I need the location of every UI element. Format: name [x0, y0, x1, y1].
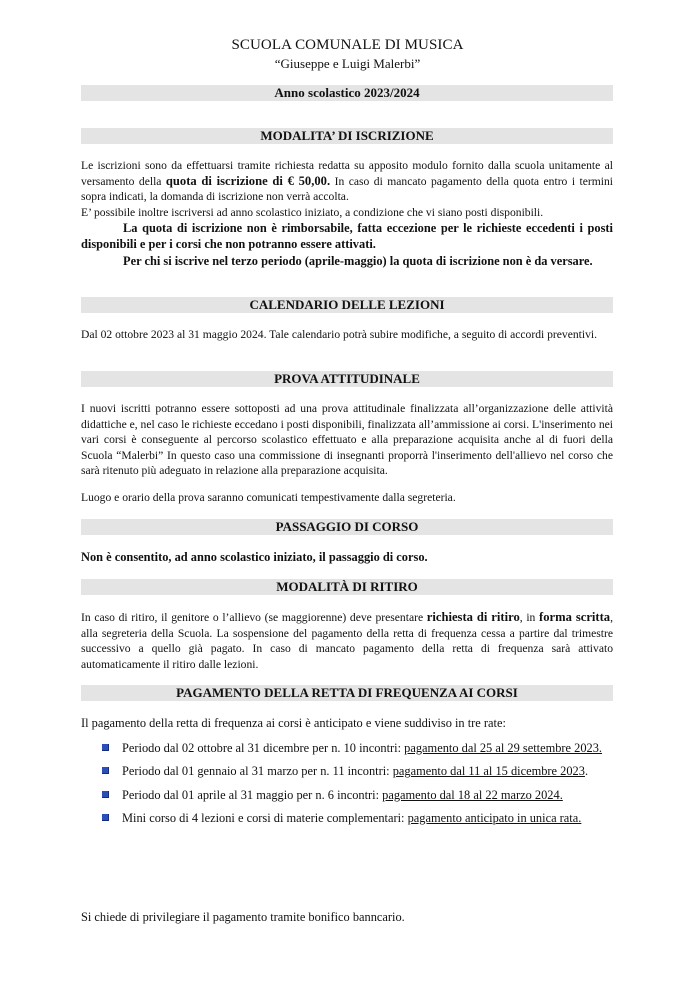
ritiro-text-end: , alla segreteria della Scuola. La sospensione del pagamento della retta di frequenza cessa a partire dal trimestre successivo a quello già pagato. In caso di mancato pagamento della retta di frequenza sarà attivato automaticamente il ritiro dalle lezioni. [81, 611, 613, 671]
blue-square-bullet-icon [102, 791, 109, 798]
school-name: SCUOLA COMUNALE DI MUSICA [231, 37, 464, 53]
iscrizione-refund-note: La quota di iscrizione non è rimborsabile, fatta eccezione per le richieste eccedenti i posti disponibili e per i corsi che non potranno essere attivati. [81, 221, 613, 252]
iscrizione-third-period-note: Per chi si iscrive nel terzo periodo (aprile-maggio) la quota di iscrizione non è da versare. [123, 254, 593, 268]
iscrizione-paragraph [81, 158, 613, 205]
section-heading-pagamento: PAGAMENTO DELLA RETTA DI FREQUENZA AI CORSI [81, 685, 613, 701]
blue-square-bullet-icon [102, 814, 109, 821]
ritiro-paragraph [81, 610, 613, 672]
list-item-payment-dates: pagamento dal 11 al 15 dicembre 2023 [392, 764, 585, 779]
list-item-text: Periodo dal 01 aprile al 31 maggio per n. 6 incontri: [122, 787, 383, 802]
pagamento-intro: Il pagamento della retta di frequenza ai corsi è anticipato e viene suddiviso in tre rate: [81, 716, 506, 730]
passaggio-text: Non è consentito, ad anno scolastico iniziato, il passaggio di corso. [81, 550, 428, 564]
list-item-payment-dates: pagamento dal 18 al 22 marzo 2024. [382, 787, 563, 802]
section-heading-prova: PROVA ATTITUDINALE [81, 371, 613, 387]
pagamento-footer-note: Si chiede di privilegiare il pagamento tramite bonifico banncario. [81, 910, 405, 924]
section-heading-iscrizione: MODALITA’ DI ISCRIZIONE [81, 128, 613, 144]
school-subtitle: “Giuseppe e Luigi Malerbi” [274, 56, 421, 71]
calendario-text: Dal 02 ottobre 2023 al 31 maggio 2024. Tale calendario potrà subire modifiche, a seguito di accordi preventivi. [81, 328, 598, 341]
ritiro-text-connector: , in [519, 611, 540, 624]
section-heading-passaggio: PASSAGGIO DI CORSO [81, 519, 613, 535]
prova-paragraph: I nuovi iscritti potranno essere sottoposti ad una prova attitudinale finalizzata all’organizzazione delle attività didattiche e, nel caso le richieste eccedano i posti disponibili, finalizzata all’ammissione ai corsi. L'inserimento nei vari corsi è conseguente al percorso scolastico effettuato e alla preparazione acquisita anche al di fuori della Scuola “Malerbi” In questo caso una commissione di insegnanti proporrà l'inserimento dell'allievo nel corso che sarà ritenuto più adeguato in relazione alla preparazione acquisita. [81, 402, 614, 478]
list-item-payment-dates: pagamento dal 25 al 29 settembre 2023. [404, 741, 603, 755]
ritiro-request-emphasis: richiesta di ritiro [426, 610, 520, 624]
list-item [81, 810, 613, 826]
iscrizione-late-note: E’ possibile inoltre iscriversi ad anno scolastico iniziato, a condizione che vi siano posti disponibili. [81, 206, 544, 219]
list-item [81, 740, 613, 756]
ritiro-form-emphasis: forma scritta [539, 610, 611, 624]
section-heading-ritiro: MODALITÀ DI RITIRO [81, 579, 613, 595]
list-item-text: Periodo dal 01 gennaio al 31 marzo per n. 11 incontri: [122, 764, 393, 779]
ritiro-text: In caso di ritiro, il genitore o l’allievo (se maggiorenne) deve presentare [81, 611, 427, 624]
blue-square-bullet-icon [102, 744, 109, 751]
list-item [81, 763, 613, 779]
list-item-text: Periodo dal 02 ottobre al 31 dicembre per n. 10 incontri: [122, 741, 405, 755]
list-item-tail: . [584, 764, 589, 779]
school-year-heading: Anno scolastico 2023/2024 [81, 85, 613, 101]
list-item [81, 787, 613, 803]
blue-square-bullet-icon [102, 767, 109, 774]
list-item-payment-dates: pagamento anticipato in unica rata. [407, 810, 582, 825]
prova-location-note: Luogo e orario della prova saranno comunicati tempestivamente dalla segreteria. [81, 491, 456, 504]
iscrizione-text: Le iscrizioni sono da effettuarsi tramite richiesta redatta su apposito modulo fornito dalla scuola unitamente al versamento della [81, 159, 613, 188]
payment-schedule-list [81, 740, 613, 833]
iscrizione-fee: quota di iscrizione di € 50,00. [165, 173, 331, 188]
iscrizione-text-end: In caso di mancato pagamento della quota entro i termini sopra indicati, la domanda di iscrizione non verrà accolta. [81, 174, 613, 204]
list-item-text: Mini corso di 4 lezioni e corsi di materie complementari: [122, 810, 408, 825]
section-heading-calendario: CALENDARIO DELLE LEZIONI [81, 297, 613, 313]
